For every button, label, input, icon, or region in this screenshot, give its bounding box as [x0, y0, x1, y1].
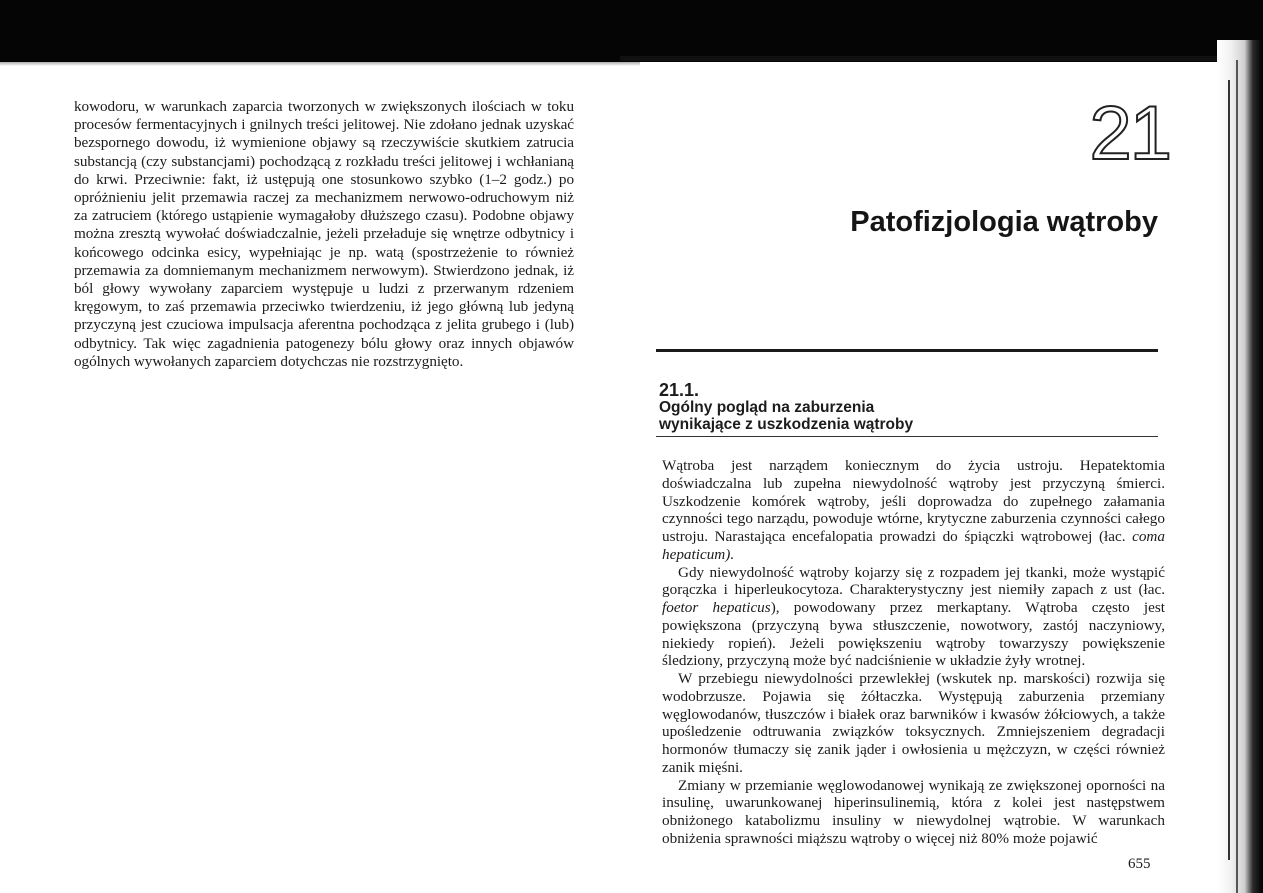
body-paragraph: W przebiegu niewydolności przewlekłej (wskutek np. marskości) rozwija się wodobrzusze. Pojawia się żółtaczka. Występują zaburzenia przemiany węglowodanów, tłuszczów i białek oraz barwników i kwasów żółciowych, a także upośledzenie odtruwania związków toksycznych. Zmniejszeniem degradacji hormonów tłumaczy się zanik jąder i owłosienia u mężczyzn, w części również zanik mięśni. [662, 670, 1165, 776]
body-text: Wątroba jest narządem koniecznym do życia ustroju. Hepatektomia doświadczalna lub zupełna niewydolność wątroby jest przyczyną śmierci. Uszkodzenie komórek wątroby, jeśli doprowadza do zupełnego załamania czynności tego narządu, powoduje wtórne, krytyczne zaburzenia czynności całego ustroju. Narastająca encefalopatia prowadzi do śpiączki wątrobowej (łac. [662, 457, 1165, 545]
section-rule-top [656, 349, 1158, 352]
body-text: ), powodowany przez merkaptany. Wątroba często jest powiększona (przyczyną bywa stłuszczenie, nowotwory, zastój naczyniowy, niekiedy ropień). Jeżeli powiększeniu wątroby towarzyszy powiększenie śledziony, przyczyną może być nadciśnienie w układzie żyły wrotnej. [662, 599, 1165, 670]
section-title-line: Ogólny pogląd na zaburzenia [659, 399, 875, 416]
left-paragraph: kowodoru, w warunkach zaparcia tworzonych w zwiększonych ilościach w toku procesów fermentacyjnych i gnilnych treści jelitowej. Nie zdołano jednak uzyskać bezspornego dowodu, iż wymienione objawy są rzeczywiście skutkiem zatrucia substancją (czy substancjami) pochodzącą z rozkładu treści jelitowej i wchłanianą do krwi. Przeciwnie: fakt, iż ustępują one stosunkowo szybko (1–2 godz.) po opróżnieniu jelit przemawia raczej za mechanizmem nerwowo-odruchowym niż za zatruciem (którego ustąpienie wymagałoby dłuższego czasu). Podobne objawy można zresztą wywołać doświadczalnie, jeżeli przeładuje się wnętrze odbytnicy i końcowego odcinka esicy, wypełniając je np. watą (spostrzeżenie to również przemawia za domniemanym mechanizmem nerwowym). Stwierdzono jednak, iż ból głowy wywołany zaparciem występuje u ludzi z przerwanym rdzeniem kręgowym, to zaś przemawia przeciwko twierdzeniu, iż jego główną lub jedyną przyczyną jest czuciowa impulsacja aferentna pochodząca z jelita grubego i (lub) odbytnicy. Tak więc zagadnienia patogenezy bólu głowy oraz innych objawów ogólnych wywołanych zaparciem dotychczas nie rozstrzygnięto. [74, 98, 574, 370]
chapter-title: Patofizjologia wątroby [850, 206, 1158, 238]
section-rule-bottom [656, 436, 1158, 437]
page-number: 655 [1128, 856, 1151, 872]
section-title-line: wynikające z uszkodzenia wątroby [659, 416, 914, 433]
section-number: 21.1. [659, 380, 700, 400]
latin-term: foetor hepaticus [662, 599, 771, 616]
chapter-number: 21 [1089, 91, 1170, 176]
page-edge-line [1228, 80, 1230, 860]
section-title [659, 399, 1139, 433]
scan-right-shadow [1217, 40, 1263, 893]
body-paragraph: Zmiany w przemianie węglowodanowej wynikają ze zwiększonej oporności na insulinę, uwarunkowanej hiperinsulinemią, która z kolei jest następstwem obniżonego katabolizmu insuliny w niewydolnej wątrobie. W warunkach obniżenia sprawności miąższu wątroby o więcej niż 80% może pojawić [662, 776, 1165, 847]
body-text: Gdy niewydolność wątroby kojarzy się z rozpadem jej tkanki, może wystąpić gorączka i hiperleukocytoza. Charakterystyczny jest niemiły zapach z ust (łac. [662, 563, 1165, 599]
body-paragraph [662, 564, 1165, 671]
scan-page-edge [620, 56, 1240, 61]
right-page-body [662, 457, 1165, 848]
left-page-text [74, 98, 574, 371]
scan-top-shadow [0, 0, 1263, 62]
page-edge-line [1236, 60, 1238, 893]
body-paragraph [662, 457, 1165, 564]
scan-top-fade [0, 54, 640, 66]
latin-term: coma hepaticum). [662, 528, 1165, 563]
